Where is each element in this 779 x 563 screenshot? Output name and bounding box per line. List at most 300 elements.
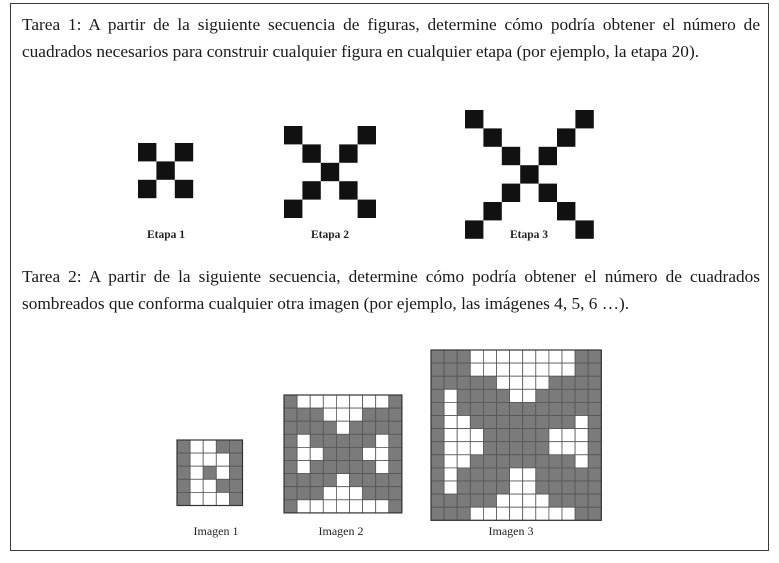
grid-cell [483, 363, 496, 376]
shaded-cell [588, 416, 601, 429]
shaded-cell [470, 402, 483, 415]
shaded-cell [575, 376, 588, 389]
grid-cell [523, 481, 536, 494]
grid-cell [350, 408, 363, 421]
shaded-cell [588, 455, 601, 468]
grid-cell [510, 363, 523, 376]
shaded-cell [444, 376, 457, 389]
shaded-cell [497, 468, 510, 481]
shaded-cell [497, 455, 510, 468]
shaded-cell [323, 434, 336, 447]
shaded-cell [510, 402, 523, 415]
shaded-cell [483, 468, 496, 481]
shaded-cell [363, 461, 376, 474]
grid-cell [203, 492, 216, 505]
grid-cell [536, 376, 549, 389]
grid-cell [216, 492, 229, 505]
grid-cell [350, 500, 363, 513]
shaded-cell [229, 479, 242, 492]
grid-cell [562, 350, 575, 363]
shaded-cell [483, 376, 496, 389]
shaded-cell [216, 440, 229, 453]
x-square [138, 143, 156, 161]
shaded-cell [510, 429, 523, 442]
grid-cell [457, 442, 470, 455]
task1-text: Tarea 1: A partir de la siguiente secuencia de figuras, determine cómo podría obtener el número de cuadrados necesarios para construir cualquier figura en cualquier etapa (por ejemplo, la etapa 20). [22, 15, 760, 61]
x-square [321, 163, 339, 181]
grid-cell [444, 429, 457, 442]
shaded-cell [363, 408, 376, 421]
stage-3-figure [465, 110, 594, 239]
shaded-cell [536, 402, 549, 415]
grid-cell [363, 447, 376, 460]
grid-cell [297, 500, 310, 513]
grid-cell [549, 442, 562, 455]
shaded-cell [575, 468, 588, 481]
shaded-cell [562, 389, 575, 402]
x-square [520, 165, 538, 183]
shaded-cell [284, 487, 297, 500]
shaded-cell [389, 434, 402, 447]
shaded-cell [562, 402, 575, 415]
grid-cell [203, 453, 216, 466]
grid-cell [562, 507, 575, 520]
shaded-cell [323, 461, 336, 474]
shaded-cell [562, 455, 575, 468]
grid-cell [323, 500, 336, 513]
shaded-cell [431, 389, 444, 402]
shaded-cell [297, 421, 310, 434]
shaded-cell [483, 455, 496, 468]
shaded-cell [575, 507, 588, 520]
shaded-cell [350, 421, 363, 434]
image-1-grid [177, 440, 243, 506]
stage-1-figure [138, 143, 193, 198]
image-1-label: Imagen 1 [193, 524, 239, 538]
grid-cell [523, 389, 536, 402]
shaded-cell [575, 389, 588, 402]
shaded-cell [575, 363, 588, 376]
shaded-cell [177, 453, 190, 466]
x-square [557, 202, 575, 220]
grid-cell [523, 350, 536, 363]
grid-cell [297, 447, 310, 460]
grid-cell [562, 363, 575, 376]
grid-cell [523, 507, 536, 520]
shaded-cell [536, 455, 549, 468]
shaded-cell [431, 402, 444, 415]
grid-cell [483, 350, 496, 363]
shaded-cell [457, 350, 470, 363]
x-square [575, 220, 593, 238]
shaded-cell [310, 408, 323, 421]
grid-cell [510, 507, 523, 520]
grid-cell [549, 363, 562, 376]
shaded-cell [350, 474, 363, 487]
shaded-cell [562, 481, 575, 494]
shaded-cell [444, 494, 457, 507]
x-square [175, 143, 193, 161]
grid-cell [323, 487, 336, 500]
shaded-cell [284, 474, 297, 487]
x-square [483, 202, 501, 220]
stage-2-figure [284, 126, 376, 218]
grid-cell [575, 429, 588, 442]
shaded-cell [483, 402, 496, 415]
shaded-cell [483, 442, 496, 455]
shaded-cell [575, 481, 588, 494]
shaded-cell [297, 408, 310, 421]
grid-cell [483, 507, 496, 520]
grid-cell [216, 466, 229, 479]
x-square [302, 181, 320, 199]
shaded-cell [497, 416, 510, 429]
shaded-cell [363, 487, 376, 500]
shaded-cell [431, 468, 444, 481]
grid-cell [376, 434, 389, 447]
shaded-cell [284, 461, 297, 474]
shaded-cell [562, 416, 575, 429]
shaded-cell [389, 395, 402, 408]
shaded-cell [310, 474, 323, 487]
grid-cell [297, 395, 310, 408]
x-square [465, 110, 483, 128]
shaded-cell [483, 389, 496, 402]
shaded-cell [497, 389, 510, 402]
shaded-cell [350, 461, 363, 474]
grid-cell [510, 494, 523, 507]
grid-cell [444, 402, 457, 415]
grid-cell [536, 363, 549, 376]
shaded-cell [284, 447, 297, 460]
grid-cell [310, 395, 323, 408]
shaded-cell [284, 408, 297, 421]
shaded-cell [549, 376, 562, 389]
x-square [284, 126, 302, 144]
grid-cell [297, 461, 310, 474]
grid-cell [350, 395, 363, 408]
shaded-cell [483, 416, 496, 429]
shaded-cell [310, 487, 323, 500]
shaded-cell [284, 421, 297, 434]
shaded-cell [323, 421, 336, 434]
shaded-cell [350, 434, 363, 447]
shaded-cell [376, 421, 389, 434]
grid-cell [376, 461, 389, 474]
grid-cell [190, 492, 203, 505]
grid-cell [363, 395, 376, 408]
shaded-cell [431, 494, 444, 507]
grid-cell [470, 442, 483, 455]
grid-cell [497, 507, 510, 520]
shaded-cell [483, 494, 496, 507]
grid-cell [444, 442, 457, 455]
grid-cell [562, 429, 575, 442]
shaded-cell [588, 442, 601, 455]
shaded-cell [510, 455, 523, 468]
shaded-cell [431, 363, 444, 376]
shaded-cell [229, 453, 242, 466]
grid-cell [457, 455, 470, 468]
x-square [465, 220, 483, 238]
shaded-cell [536, 442, 549, 455]
shaded-cell [588, 402, 601, 415]
shaded-cell [536, 481, 549, 494]
grid-cell [497, 376, 510, 389]
x-square [339, 144, 357, 162]
grid-cell [510, 350, 523, 363]
shaded-cell [470, 468, 483, 481]
grid-cell [376, 500, 389, 513]
grid-cell [523, 494, 536, 507]
grid-cell [297, 434, 310, 447]
shaded-cell [284, 500, 297, 513]
shaded-cell [389, 500, 402, 513]
shaded-cell [588, 481, 601, 494]
shaded-cell [457, 494, 470, 507]
shaded-cell [510, 442, 523, 455]
shaded-cell [549, 481, 562, 494]
grid-cell [523, 468, 536, 481]
shaded-cell [483, 429, 496, 442]
shaded-cell [389, 474, 402, 487]
shaded-cell [363, 434, 376, 447]
shaded-cell [457, 507, 470, 520]
shaded-cell [588, 389, 601, 402]
x-square [502, 184, 520, 202]
image-3-grid [431, 350, 601, 520]
grid-cell [216, 453, 229, 466]
shaded-cell [575, 494, 588, 507]
grid-cell [470, 429, 483, 442]
shaded-cell [536, 468, 549, 481]
shaded-cell [549, 468, 562, 481]
shaded-cell [470, 455, 483, 468]
grid-cell [444, 455, 457, 468]
shaded-cell [310, 461, 323, 474]
shaded-cell [523, 455, 536, 468]
grid-cell [336, 421, 349, 434]
x-square [575, 110, 593, 128]
grid-cell [470, 363, 483, 376]
grid-cell [510, 389, 523, 402]
grid-cell [190, 453, 203, 466]
shaded-cell [216, 479, 229, 492]
shaded-cell [588, 468, 601, 481]
shaded-cell [376, 408, 389, 421]
grid-cell [549, 429, 562, 442]
shaded-cell [444, 507, 457, 520]
shaded-cell [350, 447, 363, 460]
shaded-cell [483, 481, 496, 494]
shaded-cell [336, 447, 349, 460]
grid-cell [510, 481, 523, 494]
grid-cell [470, 350, 483, 363]
shaded-cell [297, 487, 310, 500]
shaded-cell [177, 479, 190, 492]
grid-cell [536, 350, 549, 363]
shaded-cell [497, 442, 510, 455]
x-square [483, 128, 501, 146]
grid-cell [510, 468, 523, 481]
grid-cell [444, 389, 457, 402]
shaded-cell [431, 429, 444, 442]
image-3-label: Imagen 3 [488, 524, 534, 538]
grid-cell [523, 376, 536, 389]
shaded-cell [284, 434, 297, 447]
shaded-cell [470, 376, 483, 389]
shaded-cell [549, 389, 562, 402]
shaded-cell [575, 402, 588, 415]
shaded-cell [376, 474, 389, 487]
shaded-cell [536, 416, 549, 429]
shaded-cell [389, 421, 402, 434]
task2-text: Tarea 2: A partir de la siguiente secuencia, determine cómo podría obtener el número de cuadrados sombreados que conforma cualquier otra imagen (por ejemplo, las imágenes 4, 5, 6 …). [22, 267, 760, 313]
grid-cell [470, 507, 483, 520]
shaded-cell [457, 402, 470, 415]
shaded-cell [588, 507, 601, 520]
shaded-cell [177, 440, 190, 453]
grid-cell [575, 442, 588, 455]
shaded-cell [562, 494, 575, 507]
grid-cell [549, 350, 562, 363]
shaded-cell [431, 416, 444, 429]
shaded-cell [549, 402, 562, 415]
x-square [539, 184, 557, 202]
grid-cell [575, 455, 588, 468]
shaded-cell [562, 468, 575, 481]
grid-cell [549, 507, 562, 520]
grid-cell [310, 447, 323, 460]
shaded-cell [229, 440, 242, 453]
image-2-label: Imagen 2 [318, 524, 364, 538]
grid-cell [444, 416, 457, 429]
shaded-cell [457, 389, 470, 402]
x-square [302, 144, 320, 162]
grid-cell [457, 416, 470, 429]
shaded-cell [549, 416, 562, 429]
shaded-cell [363, 421, 376, 434]
grid-cell [336, 487, 349, 500]
grid-cell [523, 363, 536, 376]
x-square [284, 200, 302, 218]
grid-cell [376, 447, 389, 460]
shaded-cell [562, 376, 575, 389]
shaded-cell [229, 466, 242, 479]
shaded-cell [431, 350, 444, 363]
shaded-cell [389, 487, 402, 500]
x-square [557, 128, 575, 146]
shaded-cell [444, 350, 457, 363]
shaded-cell [575, 350, 588, 363]
grid-cell [497, 350, 510, 363]
grid-cell [457, 429, 470, 442]
shaded-cell [588, 376, 601, 389]
shaded-cell [336, 461, 349, 474]
shaded-cell [523, 429, 536, 442]
shaded-cell [588, 494, 601, 507]
x-square [175, 180, 193, 198]
shaded-cell [323, 474, 336, 487]
shaded-cell [389, 461, 402, 474]
shaded-cell [431, 442, 444, 455]
shaded-cell [588, 429, 601, 442]
grid-cell [190, 440, 203, 453]
shaded-cell [523, 416, 536, 429]
shaded-cell [431, 481, 444, 494]
shaded-cell [470, 494, 483, 507]
shaded-cell [284, 395, 297, 408]
stage-1-label: Etapa 1 [146, 229, 186, 241]
grid-cell [323, 408, 336, 421]
shaded-cell [523, 402, 536, 415]
grid-cell [562, 442, 575, 455]
shaded-cell [376, 487, 389, 500]
shaded-cell [444, 363, 457, 376]
shaded-cell [310, 434, 323, 447]
shaded-cell [323, 447, 336, 460]
shaded-cell [457, 376, 470, 389]
shaded-cell [549, 494, 562, 507]
x-square [358, 126, 376, 144]
shaded-cell [457, 468, 470, 481]
grid-cell [323, 395, 336, 408]
stage-3-label: Etapa 3 [509, 229, 549, 241]
grid-cell [363, 500, 376, 513]
shaded-cell [203, 466, 216, 479]
grid-cell [190, 466, 203, 479]
x-square [358, 200, 376, 218]
grid-cell [336, 408, 349, 421]
grid-cell [444, 468, 457, 481]
grid-cell [350, 487, 363, 500]
grid-cell [336, 395, 349, 408]
shaded-cell [470, 389, 483, 402]
shaded-cell [523, 442, 536, 455]
shaded-cell [431, 507, 444, 520]
grid-cell [510, 376, 523, 389]
x-square [502, 147, 520, 165]
grid-cell [536, 494, 549, 507]
shaded-cell [536, 429, 549, 442]
grid-cell [376, 395, 389, 408]
shaded-cell [177, 492, 190, 505]
shaded-cell [510, 416, 523, 429]
shaded-cell [588, 350, 601, 363]
shaded-cell [336, 434, 349, 447]
shaded-cell [470, 481, 483, 494]
grid-cell [336, 474, 349, 487]
grid-cell [444, 481, 457, 494]
shaded-cell [177, 466, 190, 479]
grid-cell [497, 363, 510, 376]
shaded-cell [229, 492, 242, 505]
shaded-cell [457, 363, 470, 376]
grid-cell [310, 500, 323, 513]
x-square [138, 180, 156, 198]
shaded-cell [536, 389, 549, 402]
image-2-grid [284, 395, 402, 513]
grid-cell [497, 494, 510, 507]
shaded-cell [431, 376, 444, 389]
grid-cell [190, 479, 203, 492]
shaded-cell [389, 447, 402, 460]
grid-cell [336, 500, 349, 513]
x-square [339, 181, 357, 199]
shaded-cell [470, 416, 483, 429]
shaded-cell [588, 363, 601, 376]
shaded-cell [457, 481, 470, 494]
